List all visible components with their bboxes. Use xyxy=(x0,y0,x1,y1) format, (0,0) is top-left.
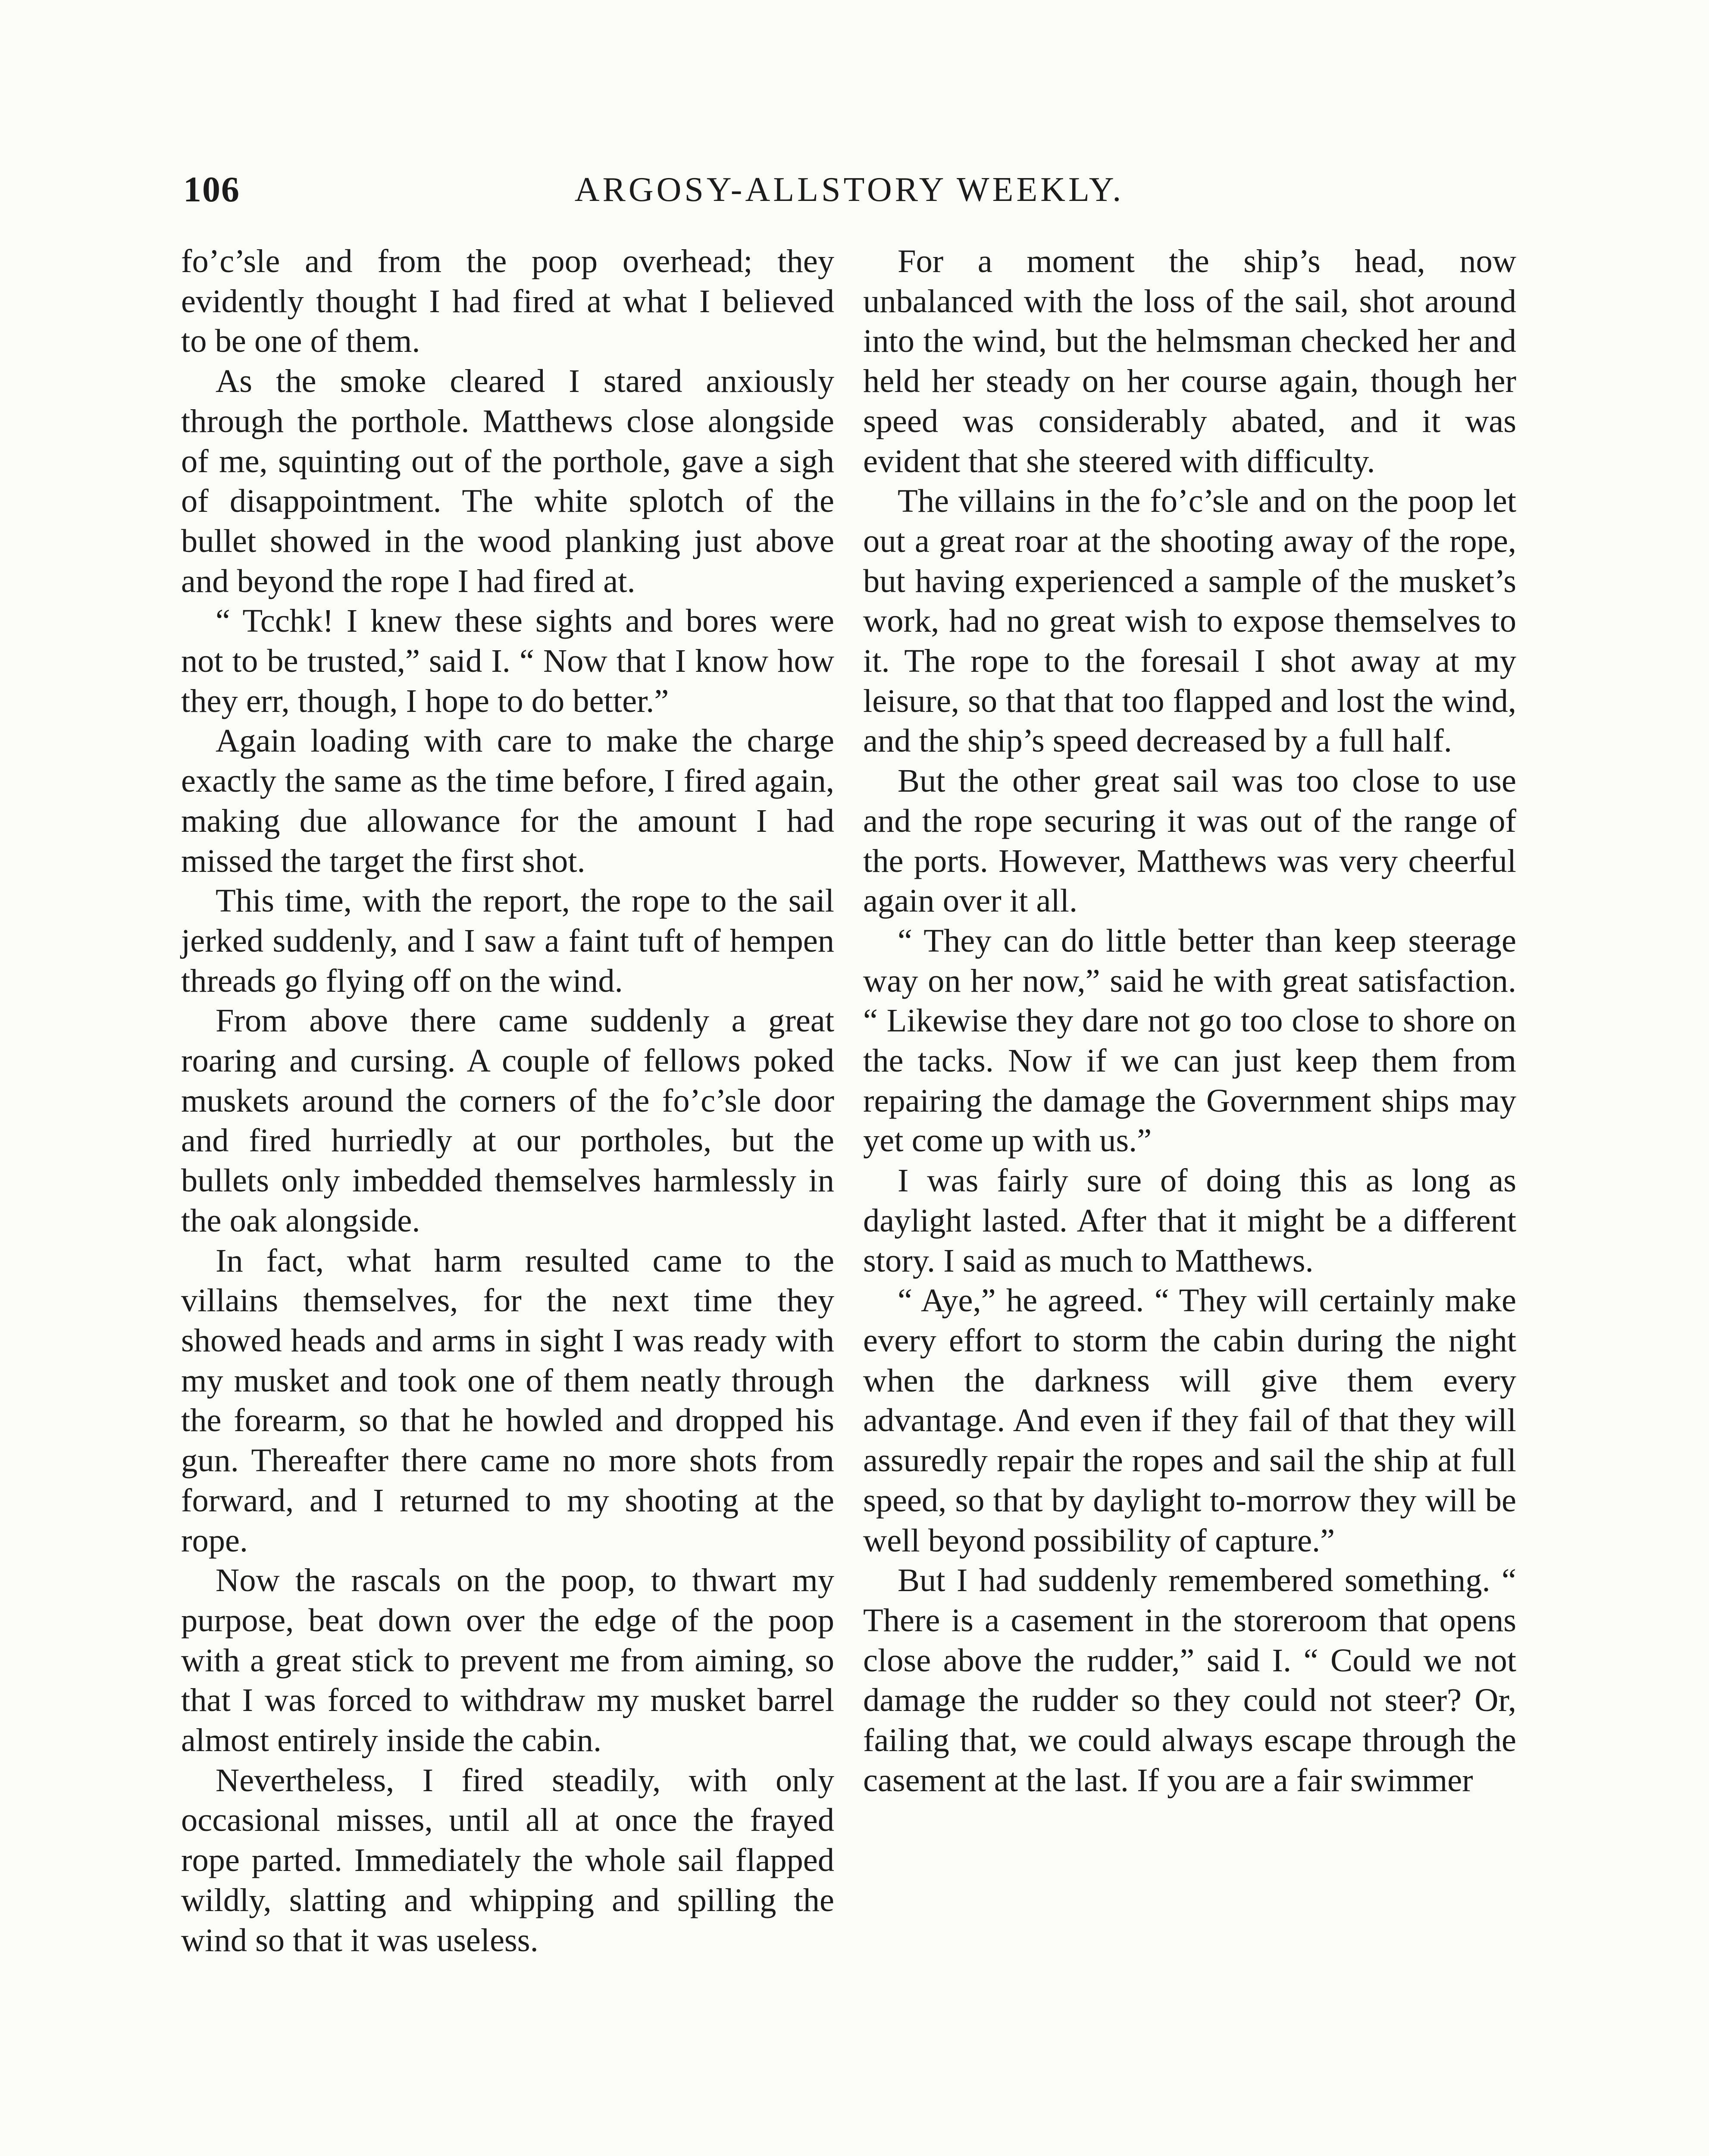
page-number: 106 xyxy=(183,169,240,210)
paragraph: I was fairly sure of doing this as long as daylight lasted. After that it might be a different story. I said as much to Matthews. xyxy=(863,1162,1516,1279)
paragraph: This time, with the report, the rope to the sail jerked suddenly, and I saw a faint tuft of hempen threads go flying off on the wind. xyxy=(181,882,834,999)
paragraph: But the other great sail was too close to use and the rope securing it was out of the range of the ports. However, Matthews was very cheerful again over it all. xyxy=(863,762,1516,919)
paragraph: The villains in the fo’c’sle and on the poop let out a great roar at the shooting away of the rope, but having experienced a sample of the musket’s work, had no great wish to expose themselves to it. The rope to the foresail I shot away at my leisure, so that that too flapped and lost the wind, and the ship’s speed decreased by a full half. xyxy=(863,483,1516,759)
paragraph: For a moment the ship’s head, now unbalanced with the loss of the sail, shot around into the wind, but the helmsman checked her and held her steady on her course again, though her speed was considerably abated, and it was evident that she steered with difficulty. xyxy=(863,243,1516,479)
left-column xyxy=(181,241,834,1960)
paragraph: Nevertheless, I fired steadily, with only occasional misses, until all at once the frayed rope parted. Immediately the whole sail flapped wildly, slatting and whipping and spilling the wind so that it was useless. xyxy=(181,1761,834,1959)
running-title: ARGOSY-ALLSTORY WEEKLY. xyxy=(574,171,1124,209)
paragraph: Again loading with care to make the charge exactly the same as the time before, I fired again, making due allowance for the amount I had missed the target the first shot. xyxy=(181,722,834,879)
paragraph: From above there came suddenly a great roaring and cursing. A couple of fellows poked muskets around the corners of the fo’c’sle door and fired hurriedly at our portholes, but the bullets only imbedded themselves harmlessly in the oak alongside. xyxy=(181,1002,834,1239)
paragraph: In fact, what harm resulted came to the villains themselves, for the next time they showed heads and arms in sight I was ready with my musket and took one of them neatly through the forearm, so that he howled and dropped his gun. Thereafter there came no more shots from forward, and I returned to my shooting at the rope. xyxy=(181,1242,834,1559)
paragraph: fo’c’sle and from the poop overhead; they evidently thought I had fired at what I believed to be one of them. xyxy=(181,243,834,360)
paragraph: “ Tcchk! I knew these sights and bores were not to be trusted,” said I. “ Now that I know how they err, though, I hope to do better.” xyxy=(181,602,834,719)
page-header xyxy=(183,166,1515,213)
paragraph: As the smoke cleared I stared anxiously through the porthole. Matthews close alongside of me, squinting out of the porthole, gave a sigh of disappointment. The white splotch of the bullet showed in the wood planking just above and beyond the rope I had fired at. xyxy=(181,363,834,599)
right-column xyxy=(863,241,1516,1800)
paragraph: But I had suddenly remembered something. “ There is a casement in the storeroom that opens close above the rudder,” said I. “ Could we not damage the rudder so they could not steer? Or, failing that, we could always escape through the casement at the last. If you are a fair swimmer xyxy=(863,1562,1516,1799)
paragraph: “ Aye,” he agreed. “ They will certainly make every effort to storm the cabin during the night when the darkness will give them every advantage. And even if they fail of that they will assuredly repair the ropes and sail the ship at full speed, so that by daylight to-morrow they will be well beyond possibility of capture.” xyxy=(863,1282,1516,1559)
paragraph: “ They can do little better than keep steerage way on her now,” said he with great satisfaction. “ Likewise they dare not go too close to shore on the tacks. Now if we can just keep them from repairing the damage the Government ships may yet come up with us.” xyxy=(863,922,1516,1159)
paragraph: Now the rascals on the poop, to thwart my purpose, beat down over the edge of the poop with a great stick to prevent me from aiming, so that I was forced to withdraw my musket barrel almost entirely inside the cabin. xyxy=(181,1562,834,1759)
